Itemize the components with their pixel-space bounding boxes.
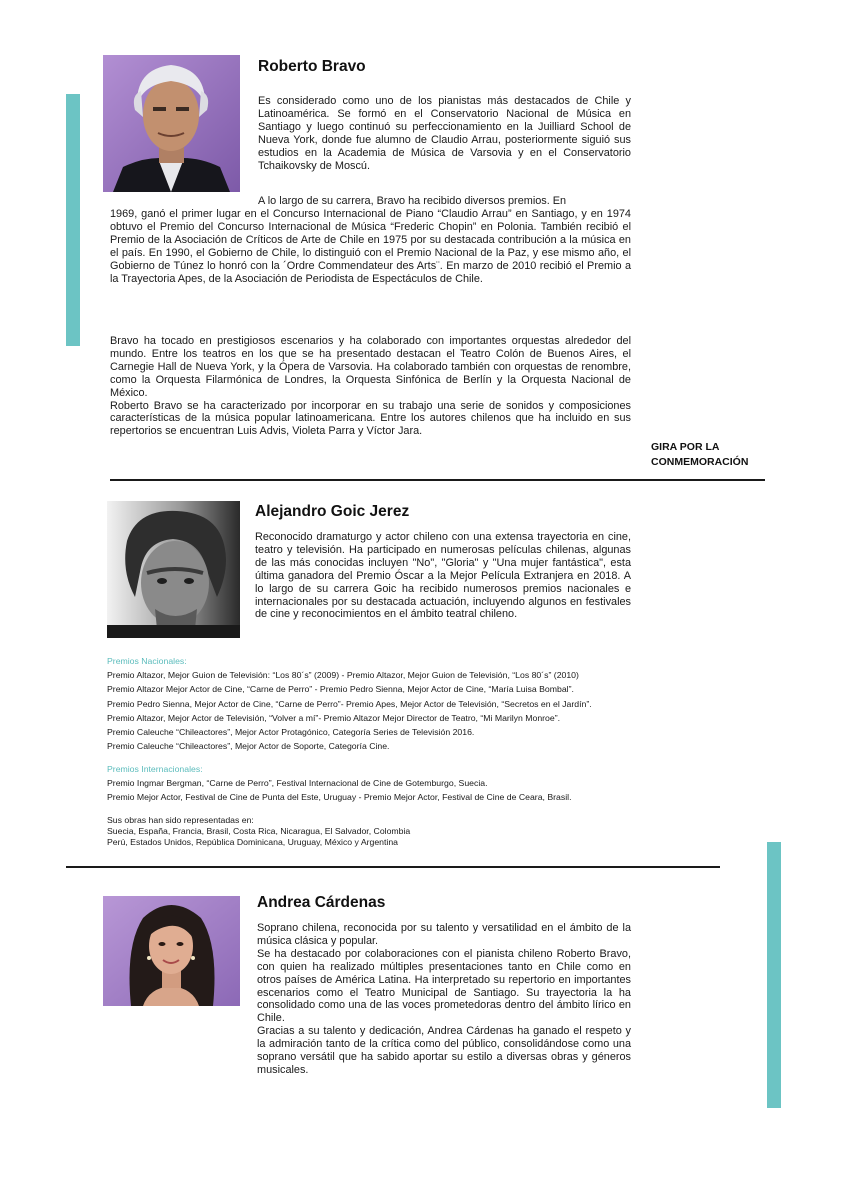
alejandro-goic-photo — [107, 501, 240, 638]
premio-nacional-item: Premio Pedro Sienna, Mejor Actor de Cine, “Carne de Perro”- Premio Apes, Mejor Actor de Televisión, “Secretos en el Jardín”. — [107, 698, 592, 709]
gira-tag-line1: GIRA POR LA — [651, 441, 720, 453]
andrea-cardenas-intro: Soprano chilena, reconocida por su talento y versatilidad en el ámbito de la música clásica y popular. — [257, 922, 631, 947]
premio-internacional-item: Premio Mejor Actor, Festival de Cine de Punta del Este, Uruguay - Premio Mejor Actor, Festival de Cine de Ceara, Brasil. — [107, 792, 572, 803]
premios-nacionales-title: Premios Nacionales: — [107, 656, 187, 666]
roberto-bravo-name: Roberto Bravo — [258, 58, 366, 75]
premio-nacional-item: Premio Altazor, Mejor Guion de Televisión: “Los 80´s” (2009) - Premio Altazor, Mejor Guion de Televisión, “Los 80´s” (2010) — [107, 670, 579, 681]
andrea-cardenas-photo — [103, 896, 240, 1006]
premios-internacionales — [107, 762, 572, 805]
roberto-bravo-career: 1969, ganó el primer lugar en el Concurso Internacional de Piano “Claudio Arrau” en Santiago, y en 1974 obtuvo el Premio del Concurso Internacional de Música “Frederic Chopin” en Polonia. También recibió el Premio de la Asociación de Críticos de Arte de Chile en 1975 por su destacada contribución a la música en el país. En 1990, el Gobierno de Chile, lo distinguió con el Premio Nacional de la Paz, y ese mismo año, el Gobierno de Túnez lo honró con la ´Ordre Commendateur des Arts¨. En marzo de 2010 recibió el Premio a la Trayectoria Apes, de la Asociación de Periodista de Espectáculos de Chile. — [110, 208, 631, 285]
obras-countries-line1: Suecia, España, Francia, Brasil, Costa Rica, Nicaragua, El Salvador, Colombia — [107, 826, 411, 836]
roberto-bravo-career-first-line: A lo largo de su carrera, Bravo ha recibido diversos premios. En — [258, 195, 567, 207]
obras-representadas — [107, 815, 410, 848]
alejandro-goic-name: Alejandro Goic Jerez — [255, 503, 410, 520]
roberto-bravo-intro: Es considerado como uno de los pianistas más destacados de Chile y Latinoamérica. Se formó en el Conservatorio Nacional de Música en Santiago y luego continuó su perfeccionamiento en la Juilliard School de Nueva York, donde fue alumno de Claudio Arrau, posteriormente siguió sus estudios en la Academia de Música de Varsovia y en el Conservatorio Tchaikovsky de Moscú. — [258, 95, 631, 172]
obras-title: Sus obras han sido representadas en: — [107, 815, 254, 825]
premio-nacional-item: Premio Caleuche “Chileactores”, Mejor Actor de Soporte, Categoría Cine. — [107, 741, 390, 752]
divider-2 — [66, 866, 720, 868]
premio-nacional-item: Premio Altazor Mejor Actor de Cine, “Carne de Perro” - Premio Pedro Sienna, Mejor Actor de Cine, “María Luisa Bombal”. — [107, 684, 574, 695]
premios-internacionales-title: Premios Internacionales: — [107, 764, 203, 774]
obras-countries-line2: Perú, Estados Unidos, República Dominicana, Uruguay, México y Argentina — [107, 837, 399, 847]
alejandro-goic-bio: Reconocido dramaturgo y actor chileno con una extensa trayectoria en cine, teatro y televisión. Ha participado en numerosas películas chilenas, algunas de las más conocidas incluyen "No", "Gloria" y "Una mujer fantástica", esta última ganadora del Premio Óscar a la Mejor Película Extranjera en 2018. A lo largo de su carrera Goic ha recibido numerosos premios nacionales e internacionales por su destacada actuación, incluyendo algunos en festivales de cine y reconocimientos en el ámbito teatral chileno. — [255, 531, 631, 621]
premios-nacionales — [107, 654, 592, 753]
premio-internacional-item: Premio Ingmar Bergman, “Carne de Perro”, Festival Internacional de Cine de Gotemburgo, Suecia. — [107, 778, 488, 789]
roberto-bravo-stages-text: Bravo ha tocado en prestigiosos escenarios y ha colaborado con importantes orquestas alrededor del mundo. Entre los teatros en los que se ha presentado destacan el Teatro Colón de Buenos Aires, el Carnegie Hall de Nueva York, y la Ópera de Varsovia. Ha colaborado también con orquestas de renombre, como la Orquesta Filarmónica de Londres, la Orquesta Sinfónica de Berlín y la Orquesta Nacional de México. — [110, 335, 631, 399]
andrea-cardenas-career: Se ha destacado por colaboraciones con el pianista chileno Roberto Bravo, con quien ha realizado múltiples presentaciones tanto en Chile como en otros países de América Latina. Ha interpretado su repertorio en importantes escenarios como el Teatro Municipal de Santiago. Su trayectoria la ha consolidado como una de las voces prometedoras dentro del ámbito lírico en Chile. — [257, 947, 631, 1025]
roberto-bravo-photo — [103, 55, 240, 192]
gira-conmemoracion-tag — [651, 440, 748, 470]
premio-nacional-item: Premio Caleuche “Chileactores”, Mejor Actor Protagónico, Categoría Series de Televisión 2016. — [107, 727, 475, 738]
roberto-bravo-sounds-text: Roberto Bravo se ha caracterizado por incorporar en su trabajo una serie de sonidos y composiciones características de la música popular latinoamericana. Entre los autores chilenos que ha incluido en sus repertorios se encuentran Luis Advis, Violeta Parra y Víctor Jara. — [110, 399, 631, 438]
andrea-cardenas-closing: Gracias a su talento y dedicación, Andrea Cárdenas ha ganado el respeto y la admiración tanto de la crítica como del público, consolidándose como una soprano versátil que ha sabido aportar su estilo a diversas obras y géneros musicales. — [257, 1025, 631, 1076]
gira-tag-line2: CONMEMORACIÓN — [651, 456, 749, 468]
roberto-bravo-stages — [110, 335, 631, 438]
accent-bar-left — [66, 94, 80, 346]
andrea-cardenas-bio — [257, 922, 631, 1077]
premio-nacional-item: Premio Altazor, Mejor Actor de Televisión, “Volver a mí”- Premio Altazor Mejor Director de Teatro, “Mi Marilyn Monroe”. — [107, 712, 561, 723]
divider-1 — [110, 479, 765, 481]
andrea-cardenas-name: Andrea Cárdenas — [257, 894, 386, 911]
accent-bar-right — [767, 842, 781, 1108]
